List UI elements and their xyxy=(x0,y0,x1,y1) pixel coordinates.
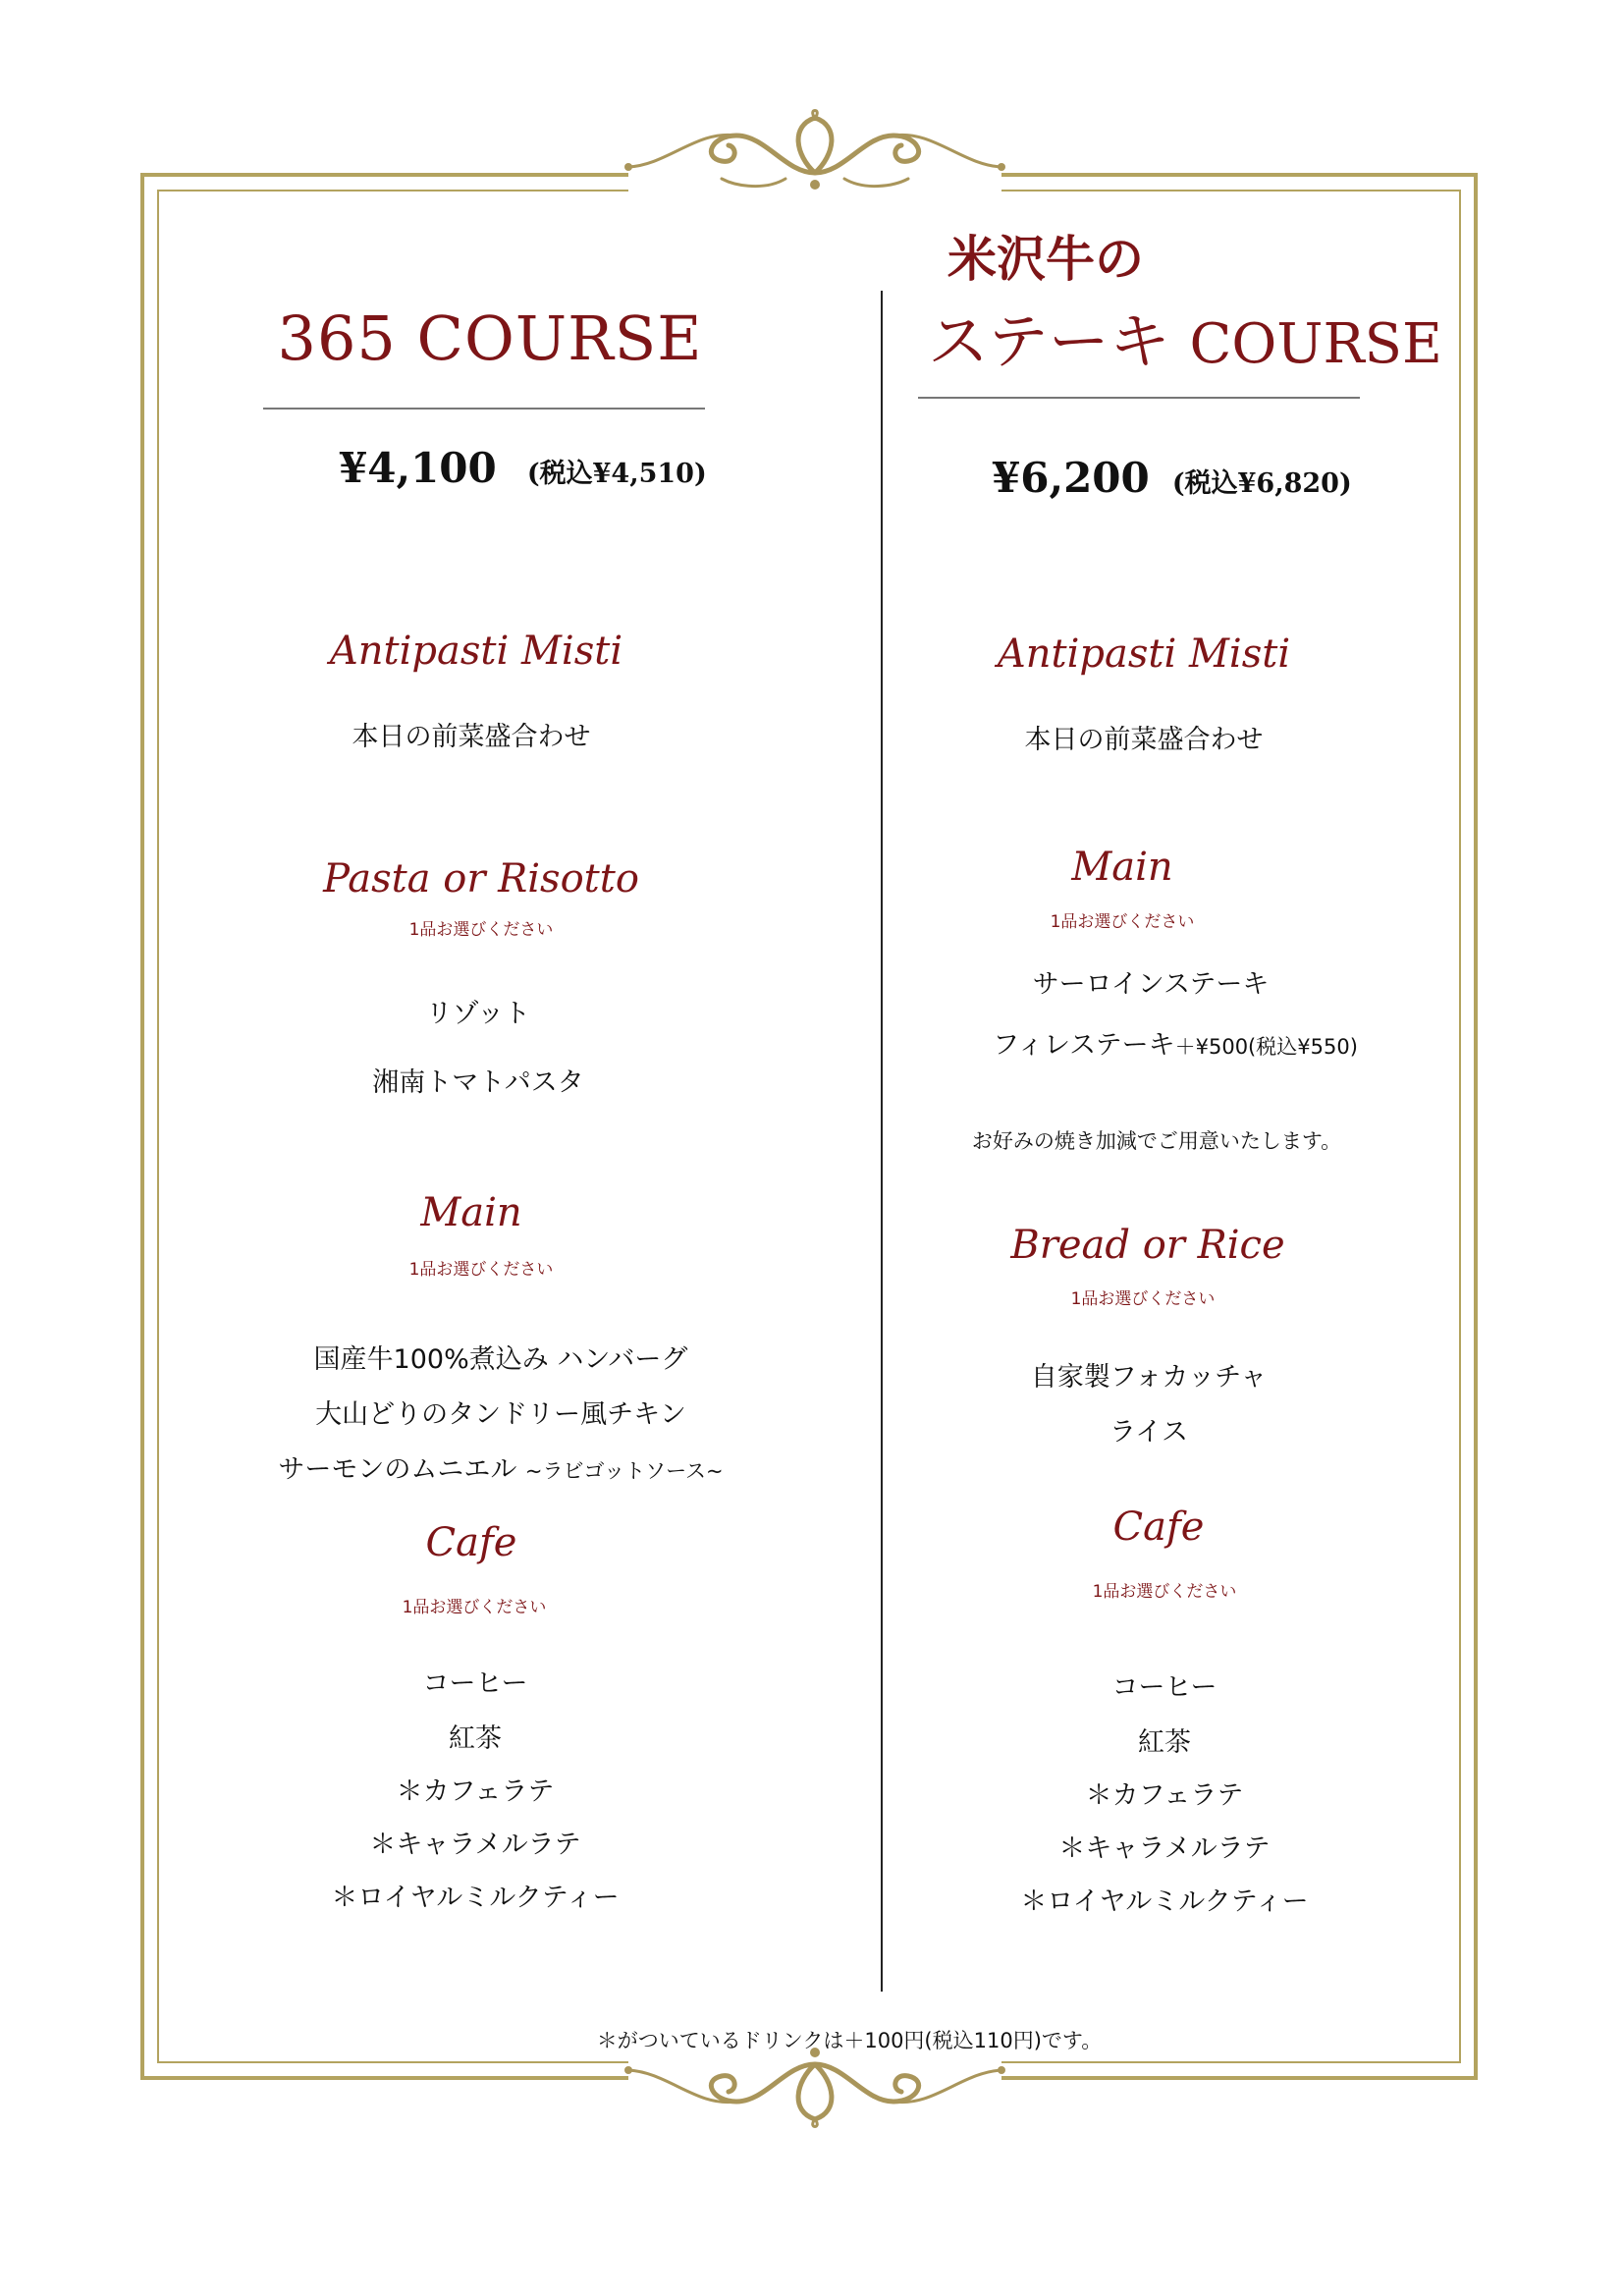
right-course-title-line2 xyxy=(928,293,1442,380)
left-price-tax: (税込¥4,510) xyxy=(526,459,707,489)
right-main-item-1: サーロインステーキ xyxy=(1032,969,1270,1000)
footer-drink-surcharge-note: ＊がついているドリンクは＋100円(税込110円)です。 xyxy=(596,2029,1103,2052)
left-pasta-note: 1品お選びください xyxy=(408,920,554,940)
left-main-item-3-sauce: ~ラビゴットソース~ xyxy=(524,1459,724,1483)
right-bread-heading: Bread or Rice xyxy=(1010,1223,1285,1268)
left-antipasti-heading: Antipasti Misti xyxy=(329,629,623,674)
left-cafe-item-5: ＊ロイヤルミルクティー xyxy=(331,1883,620,1913)
left-pasta-item-1: リゾット xyxy=(425,999,531,1029)
right-main-heading: Main xyxy=(1071,845,1173,890)
right-title-underline xyxy=(918,397,1360,399)
right-price-group xyxy=(992,454,1352,502)
bottom-flourish-ornament xyxy=(589,2043,1041,2141)
left-title-underline xyxy=(263,408,705,410)
left-course-title: 365 COURSE xyxy=(277,302,703,374)
right-cafe-item-1: コーヒー xyxy=(1111,1672,1217,1703)
right-main-item-2-name: フィレステーキ xyxy=(993,1030,1175,1061)
top-flourish-ornament xyxy=(589,96,1041,194)
column-divider xyxy=(881,291,883,1992)
right-cafe-heading: Cafe xyxy=(1112,1504,1205,1550)
right-course-title-en: COURSE xyxy=(1189,312,1442,376)
right-bread-item-2: ライス xyxy=(1109,1417,1188,1448)
left-price-group xyxy=(339,444,707,492)
right-bread-item-1: 自家製フォカッチャ xyxy=(1030,1362,1268,1393)
right-price: ¥6,200 xyxy=(992,454,1150,502)
right-cafe-note: 1品お選びください xyxy=(1092,1582,1237,1602)
left-cafe-item-2: 紅茶 xyxy=(449,1723,502,1754)
right-main-item-2 xyxy=(993,1023,1358,1062)
left-main-heading: Main xyxy=(420,1190,522,1235)
right-course-title-line1: 米沢牛の xyxy=(947,231,1144,288)
right-cafe-item-2: 紅茶 xyxy=(1138,1727,1191,1758)
left-main-item-1: 国産牛100%煮込み ハンバーグ xyxy=(313,1344,688,1375)
left-cafe-item-1: コーヒー xyxy=(422,1668,528,1699)
right-main-note: 1品お選びください xyxy=(1050,912,1195,932)
left-price: ¥4,100 xyxy=(339,444,497,492)
left-pasta-heading: Pasta or Risotto xyxy=(323,856,639,902)
right-bread-note: 1品お選びください xyxy=(1070,1289,1216,1309)
left-cafe-item-4: ＊キャラメルラテ xyxy=(369,1830,581,1860)
right-cafe-item-3: ＊カフェラテ xyxy=(1085,1780,1244,1811)
left-antipasti-item: 本日の前菜盛合わせ xyxy=(352,722,591,752)
left-main-note: 1品お選びください xyxy=(408,1260,554,1280)
left-cafe-item-3: ＊カフェラテ xyxy=(396,1777,555,1807)
right-antipasti-item: 本日の前菜盛合わせ xyxy=(1024,725,1264,755)
left-main-item-3-name: サーモンのムニエル xyxy=(278,1454,517,1485)
right-price-tax: (税込¥6,820) xyxy=(1171,468,1352,499)
right-cafe-item-5: ＊ロイヤルミルクティー xyxy=(1020,1886,1309,1917)
left-pasta-item-2: 湘南トマトパスタ xyxy=(372,1067,584,1098)
right-course-title-jp: ステーキ xyxy=(928,305,1170,377)
right-main-info: お好みの焼き加減でご用意いたします。 xyxy=(971,1129,1342,1153)
right-antipasti-heading: Antipasti Misti xyxy=(997,631,1291,677)
left-cafe-heading: Cafe xyxy=(425,1520,517,1565)
left-main-item-2: 大山どりのタンドリー風チキン xyxy=(315,1399,686,1430)
left-main-item-3 xyxy=(278,1448,723,1486)
right-main-item-2-surcharge: ＋¥500(税込¥550) xyxy=(1174,1035,1358,1059)
right-cafe-item-4: ＊キャラメルラテ xyxy=(1058,1833,1271,1864)
left-cafe-note: 1品お選びください xyxy=(402,1598,547,1617)
